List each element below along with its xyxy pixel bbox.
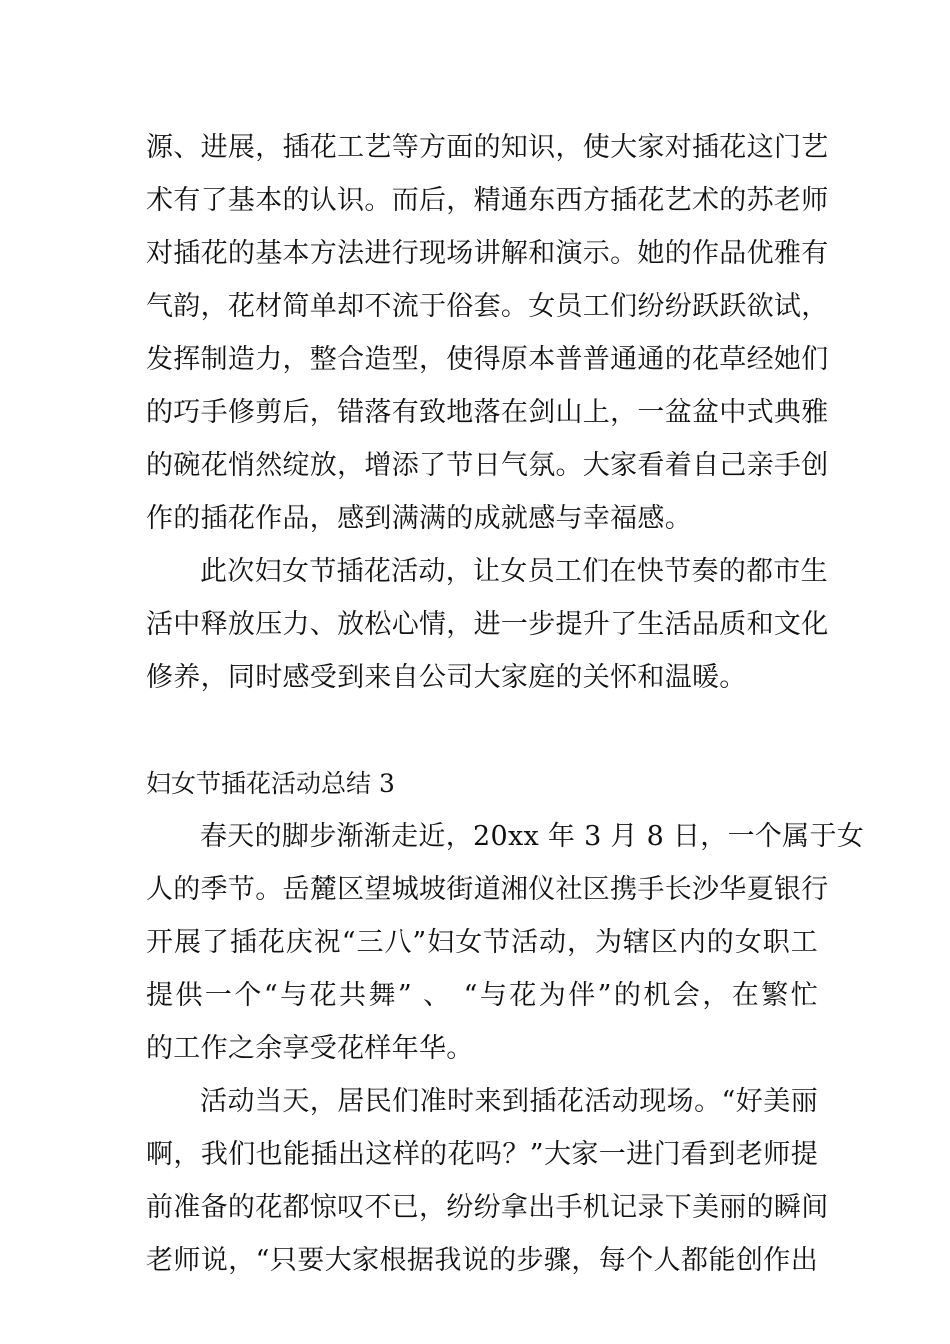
paragraph-line: 人的季节。岳麓区望城坡街道湘仪社区携手长沙华夏银行 bbox=[146, 874, 829, 905]
paragraph-line: 活中释放压力、放松心情，进一步提升了生活品质和文化 bbox=[146, 609, 829, 640]
paragraph-line: 活动当天，居民们准时来到插花活动现场。“好美丽 bbox=[200, 1086, 818, 1117]
paragraph-line: 的巧手修剪后，错落有致地落在剑山上，一盆盆中式典雅 bbox=[146, 397, 829, 428]
section-heading: 妇女节插花活动总结 3 bbox=[146, 769, 395, 798]
paragraph-line: 的工作之余享受花样年华。 bbox=[146, 1033, 474, 1064]
paragraph-line: 此次妇女节插花活动，让女员工们在快节奏的都市生 bbox=[200, 556, 828, 587]
paragraph-line: 气韵，花材简单却不流于俗套。女员工们纷纷跃跃欲试， bbox=[146, 291, 829, 322]
paragraph-line: 发挥制造力，整合造型，使得原本普普通通的花草经她们 bbox=[146, 344, 829, 375]
paragraph-line: 提供一个“与花共舞” 、 “与花为伴”的机会，在繁忙 bbox=[146, 980, 818, 1011]
paragraph-line: 对插花的基本方法进行现场讲解和演示。她的作品优雅有 bbox=[146, 238, 829, 269]
paragraph-line: 术有了基本的认识。而后，精通东西方插花艺术的苏老师 bbox=[146, 185, 829, 216]
paragraph-line: 开展了插花庆祝“三八”妇女节活动，为辖区内的女职工 bbox=[146, 927, 818, 958]
paragraph-line: 修养，同时感受到来自公司大家庭的关怀和温暖。 bbox=[146, 662, 747, 693]
paragraph-line: 的碗花悄然绽放，增添了节日气氛。大家看着自己亲手创 bbox=[146, 450, 829, 481]
paragraph-line: 作的插花作品，感到满满的成就感与幸福感。 bbox=[146, 503, 692, 534]
paragraph-line: 前准备的花都惊叹不已，纷纷拿出手机记录下美丽的瞬间 bbox=[146, 1192, 829, 1223]
paragraph-line: 春天的脚步渐渐走近，20xx 年 3 月 8 日，一个属于女 bbox=[200, 821, 865, 852]
paragraph-line: 源、进展，插花工艺等方面的知识，使大家对插花这门艺 bbox=[146, 132, 829, 163]
paragraph-line: 老师说，“只要大家根据我说的步骤，每个人都能创作出 bbox=[146, 1245, 818, 1276]
paragraph-line: 啊，我们也能插出这样的花吗？”大家一进门看到老师提 bbox=[146, 1139, 818, 1170]
